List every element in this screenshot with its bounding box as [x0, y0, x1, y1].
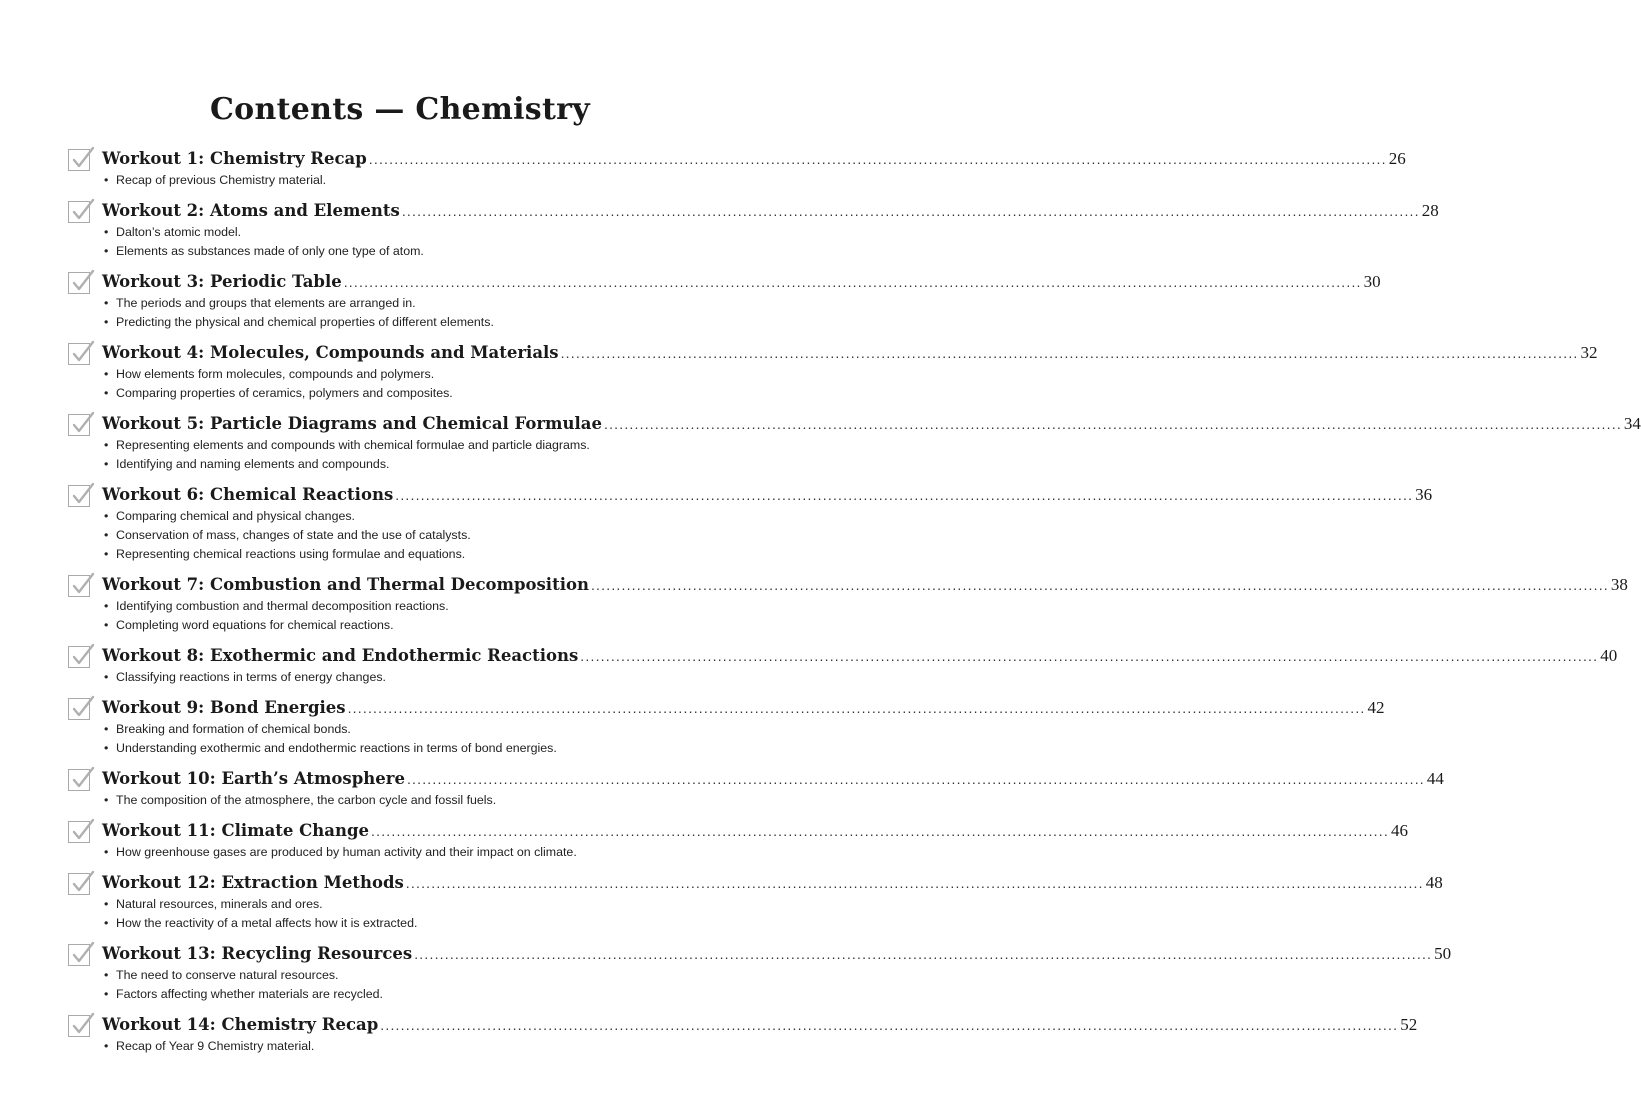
topic-list: [102, 966, 718, 1004]
topic-text: Elements as substances made of only one type of atom.: [116, 244, 424, 258]
checkbox-icon[interactable]: [68, 272, 90, 294]
page-number: 46: [1390, 821, 1408, 840]
list-item: [102, 526, 718, 545]
bullet-icon: •: [104, 845, 109, 859]
toc-entry: [68, 147, 1406, 190]
dot-leader: ........................................................................................................................................................................................................: [368, 151, 1387, 167]
checkmark-icon: [68, 145, 96, 173]
checkmark-icon: [68, 817, 96, 845]
toc-entry-heading[interactable]: [102, 644, 1618, 668]
checkbox-icon[interactable]: [68, 149, 90, 171]
workout-title: Workout 2: Atoms and Elements: [102, 201, 400, 220]
checkmark-icon: [68, 339, 96, 367]
toc-entry-heading[interactable]: [102, 147, 1406, 171]
topic-text: Dalton’s atomic model.: [116, 225, 242, 239]
topic-list: [102, 720, 718, 758]
topic-text: Breaking and formation of chemical bonds.: [116, 722, 351, 736]
topic-list: [102, 895, 718, 933]
toc-entry: [68, 483, 1433, 564]
bullet-icon: •: [104, 1039, 109, 1053]
bullet-icon: •: [104, 968, 109, 982]
workout-title: Workout 12: Extraction Methods: [102, 873, 404, 892]
workout-title: Workout 13: Recycling Resources: [102, 944, 413, 963]
page-number: 52: [1400, 1015, 1418, 1034]
list-item: [102, 985, 718, 1004]
toc-entry-heading[interactable]: [102, 573, 1628, 597]
workout-title: Workout 5: Particle Diagrams and Chemical Formulae: [102, 414, 602, 433]
checkbox-icon[interactable]: [68, 944, 90, 966]
list-item: [102, 791, 718, 810]
checkmark-icon: [68, 197, 96, 225]
bullet-icon: •: [104, 244, 109, 258]
topic-list: [102, 294, 718, 332]
checkmark-icon: [68, 1011, 96, 1039]
toc-entry: [68, 270, 1381, 332]
checkbox-icon[interactable]: [68, 769, 90, 791]
workout-title: Workout 11: Climate Change: [102, 821, 370, 840]
checkbox-icon[interactable]: [68, 1015, 90, 1037]
topic-text: Representing elements and compounds with chemical formulae and particle diagrams.: [116, 438, 590, 452]
topic-text: Factors affecting whether materials are recycled.: [116, 987, 383, 1001]
checkbox-icon[interactable]: [68, 414, 90, 436]
checkbox-icon[interactable]: [68, 343, 90, 365]
list-item: [102, 365, 718, 384]
list-item: [102, 914, 718, 933]
toc-entry-heading[interactable]: [102, 767, 1444, 791]
topic-list: [102, 843, 718, 862]
topic-text: The composition of the atmosphere, the carbon cycle and fossil fuels.: [116, 793, 497, 807]
topic-text: Natural resources, minerals and ores.: [116, 897, 323, 911]
page-number: 26: [1388, 149, 1406, 168]
bullet-icon: •: [104, 722, 109, 736]
bullet-icon: •: [104, 173, 109, 187]
list-item: [102, 545, 718, 564]
toc-entry-heading[interactable]: [102, 942, 1452, 966]
checkmark-icon: [68, 268, 96, 296]
toc-entry-heading[interactable]: [102, 819, 1408, 843]
toc-entry: [68, 1013, 1418, 1056]
topic-text: Identifying combustion and thermal decomposition reactions.: [116, 599, 449, 613]
topic-list: [102, 668, 718, 687]
list-item: [102, 223, 718, 242]
list-item: [102, 507, 718, 526]
list-item: [102, 668, 718, 687]
dot-leader: ........................................................................................................................................................................................................: [405, 875, 1424, 891]
list-item: [102, 597, 718, 616]
bullet-icon: •: [104, 599, 109, 613]
dot-leader: ........................................................................................................................................................................................................: [380, 1017, 1399, 1033]
list-item: [102, 895, 718, 914]
topic-text: Classifying reactions in terms of energy changes.: [116, 670, 386, 684]
toc-entry-heading[interactable]: [102, 412, 1641, 436]
list-item: [102, 616, 718, 635]
bullet-icon: •: [104, 528, 109, 542]
toc-entry-heading[interactable]: [102, 1013, 1418, 1037]
topic-list: [102, 365, 718, 403]
page-number: 50: [1434, 944, 1452, 963]
bullet-icon: •: [104, 367, 109, 381]
topic-text: Comparing properties of ceramics, polymers and composites.: [116, 386, 453, 400]
bullet-icon: •: [104, 509, 109, 523]
list-item: [102, 966, 718, 985]
topic-list: [102, 791, 718, 810]
workout-title: Workout 9: Bond Energies: [102, 698, 346, 717]
checkmark-icon: [68, 869, 96, 897]
topic-list: [102, 223, 718, 261]
list-item: [102, 720, 718, 739]
bullet-icon: •: [104, 457, 109, 471]
dot-leader: ........................................................................................................................................................................................................: [603, 416, 1622, 432]
toc-entry: [68, 942, 1452, 1004]
toc-entry-heading[interactable]: [102, 696, 1385, 720]
table-of-contents: [68, 147, 1641, 1065]
dot-leader: ........................................................................................................................................................................................................: [560, 345, 1579, 361]
list-item: [102, 313, 718, 332]
bullet-icon: •: [104, 618, 109, 632]
topic-list: [102, 597, 718, 635]
page-title: Contents — Chemistry: [210, 92, 590, 127]
list-item: [102, 436, 718, 455]
topic-list: [102, 436, 718, 474]
topic-text: Identifying and naming elements and compounds.: [116, 457, 390, 471]
checkmark-icon: [68, 940, 96, 968]
toc-entry: [68, 767, 1444, 810]
toc-entry-heading[interactable]: [102, 341, 1598, 365]
workout-title: Workout 8: Exothermic and Endothermic Reactions: [102, 646, 579, 665]
list-item: [102, 1037, 718, 1056]
toc-entry: [68, 644, 1618, 687]
topic-list: [102, 171, 718, 190]
checkbox-icon[interactable]: [68, 485, 90, 507]
topic-text: Understanding exothermic and endothermic reactions in terms of bond energies.: [116, 741, 557, 755]
toc-entry-heading[interactable]: [102, 270, 1381, 294]
page-number: 48: [1425, 873, 1443, 892]
page-number: 44: [1426, 769, 1444, 788]
topic-text: How greenhouse gases are produced by human activity and their impact on climate.: [116, 845, 577, 859]
workout-title: Workout 4: Molecules, Compounds and Materials: [102, 343, 559, 362]
bullet-icon: •: [104, 438, 109, 452]
topic-text: Comparing chemical and physical changes.: [116, 509, 355, 523]
bullet-icon: •: [104, 296, 109, 310]
checkbox-icon[interactable]: [68, 201, 90, 223]
dot-leader: ........................................................................................................................................................................................................: [580, 648, 1599, 664]
topic-text: Representing chemical reactions using formulae and equations.: [116, 547, 466, 561]
page-number: 34: [1623, 414, 1641, 433]
workout-title: Workout 7: Combustion and Thermal Decomposition: [102, 575, 589, 594]
bullet-icon: •: [104, 670, 109, 684]
bullet-icon: •: [104, 547, 109, 561]
checkmark-icon: [68, 410, 96, 438]
topic-text: Completing word equations for chemical reactions.: [116, 618, 394, 632]
topic-list: [102, 507, 718, 564]
toc-entry: [68, 696, 1385, 758]
checkbox-icon[interactable]: [68, 873, 90, 895]
checkbox-icon[interactable]: [68, 646, 90, 668]
list-item: [102, 384, 718, 403]
toc-entry: [68, 199, 1439, 261]
page-number: 32: [1580, 343, 1598, 362]
checkbox-icon[interactable]: [68, 575, 90, 597]
toc-entry: [68, 573, 1628, 635]
checkmark-icon: [68, 765, 96, 793]
dot-leader: ........................................................................................................................................................................................................: [347, 700, 1366, 716]
list-item: [102, 455, 718, 474]
page-number: 28: [1421, 201, 1439, 220]
toc-entry: [68, 341, 1598, 403]
dot-leader: ........................................................................................................................................................................................................: [395, 487, 1414, 503]
dot-leader: ........................................................................................................................................................................................................: [371, 823, 1389, 839]
workout-title: Workout 10: Earth’s Atmosphere: [102, 769, 405, 788]
dot-leader: ........................................................................................................................................................................................................: [414, 946, 1433, 962]
toc-entry-heading[interactable]: [102, 871, 1443, 895]
topic-text: Recap of previous Chemistry material.: [116, 173, 327, 187]
checkbox-icon[interactable]: [68, 698, 90, 720]
list-item: [102, 739, 718, 758]
checkmark-icon: [68, 481, 96, 509]
topic-list: [102, 1037, 718, 1056]
toc-entry: [68, 412, 1641, 474]
bullet-icon: •: [104, 741, 109, 755]
topic-text: Predicting the physical and chemical properties of different elements.: [116, 315, 494, 329]
checkmark-icon: [68, 694, 96, 722]
dot-leader: ........................................................................................................................................................................................................: [406, 771, 1425, 787]
toc-entry: [68, 871, 1443, 933]
checkmark-icon: [68, 642, 96, 670]
workout-title: Workout 3: Periodic Table: [102, 272, 342, 291]
dot-leader: ........................................................................................................................................................................................................: [343, 274, 1362, 290]
list-item: [102, 294, 718, 313]
toc-entry-heading[interactable]: [102, 483, 1433, 507]
list-item: [102, 171, 718, 190]
dot-leader: ........................................................................................................................................................................................................: [401, 203, 1420, 219]
toc-entry: [68, 819, 1408, 862]
bullet-icon: •: [104, 987, 109, 1001]
bullet-icon: •: [104, 386, 109, 400]
topic-text: How the reactivity of a metal affects how it is extracted.: [116, 916, 418, 930]
workout-title: Workout 1: Chemistry Recap: [102, 149, 367, 168]
toc-entry-heading[interactable]: [102, 199, 1439, 223]
bullet-icon: •: [104, 916, 109, 930]
page-number: 40: [1600, 646, 1618, 665]
bullet-icon: •: [104, 315, 109, 329]
page-number: 36: [1415, 485, 1433, 504]
bullet-icon: •: [104, 793, 109, 807]
bullet-icon: •: [104, 897, 109, 911]
workout-title: Workout 14: Chemistry Recap: [102, 1015, 379, 1034]
checkbox-icon[interactable]: [68, 821, 90, 843]
page-number: 30: [1363, 272, 1381, 291]
list-item: [102, 843, 718, 862]
topic-text: How elements form molecules, compounds and polymers.: [116, 367, 435, 381]
topic-text: Conservation of mass, changes of state and the use of catalysts.: [116, 528, 471, 542]
workout-title: Workout 6: Chemical Reactions: [102, 485, 394, 504]
list-item: [102, 242, 718, 261]
dot-leader: ........................................................................................................................................................................................................: [590, 577, 1609, 593]
page-number: 38: [1610, 575, 1628, 594]
checkmark-icon: [68, 571, 96, 599]
bullet-icon: •: [104, 225, 109, 239]
topic-text: The need to conserve natural resources.: [116, 968, 339, 982]
topic-text: The periods and groups that elements are arranged in.: [116, 296, 416, 310]
topic-text: Recap of Year 9 Chemistry material.: [116, 1039, 315, 1053]
page-number: 42: [1367, 698, 1385, 717]
